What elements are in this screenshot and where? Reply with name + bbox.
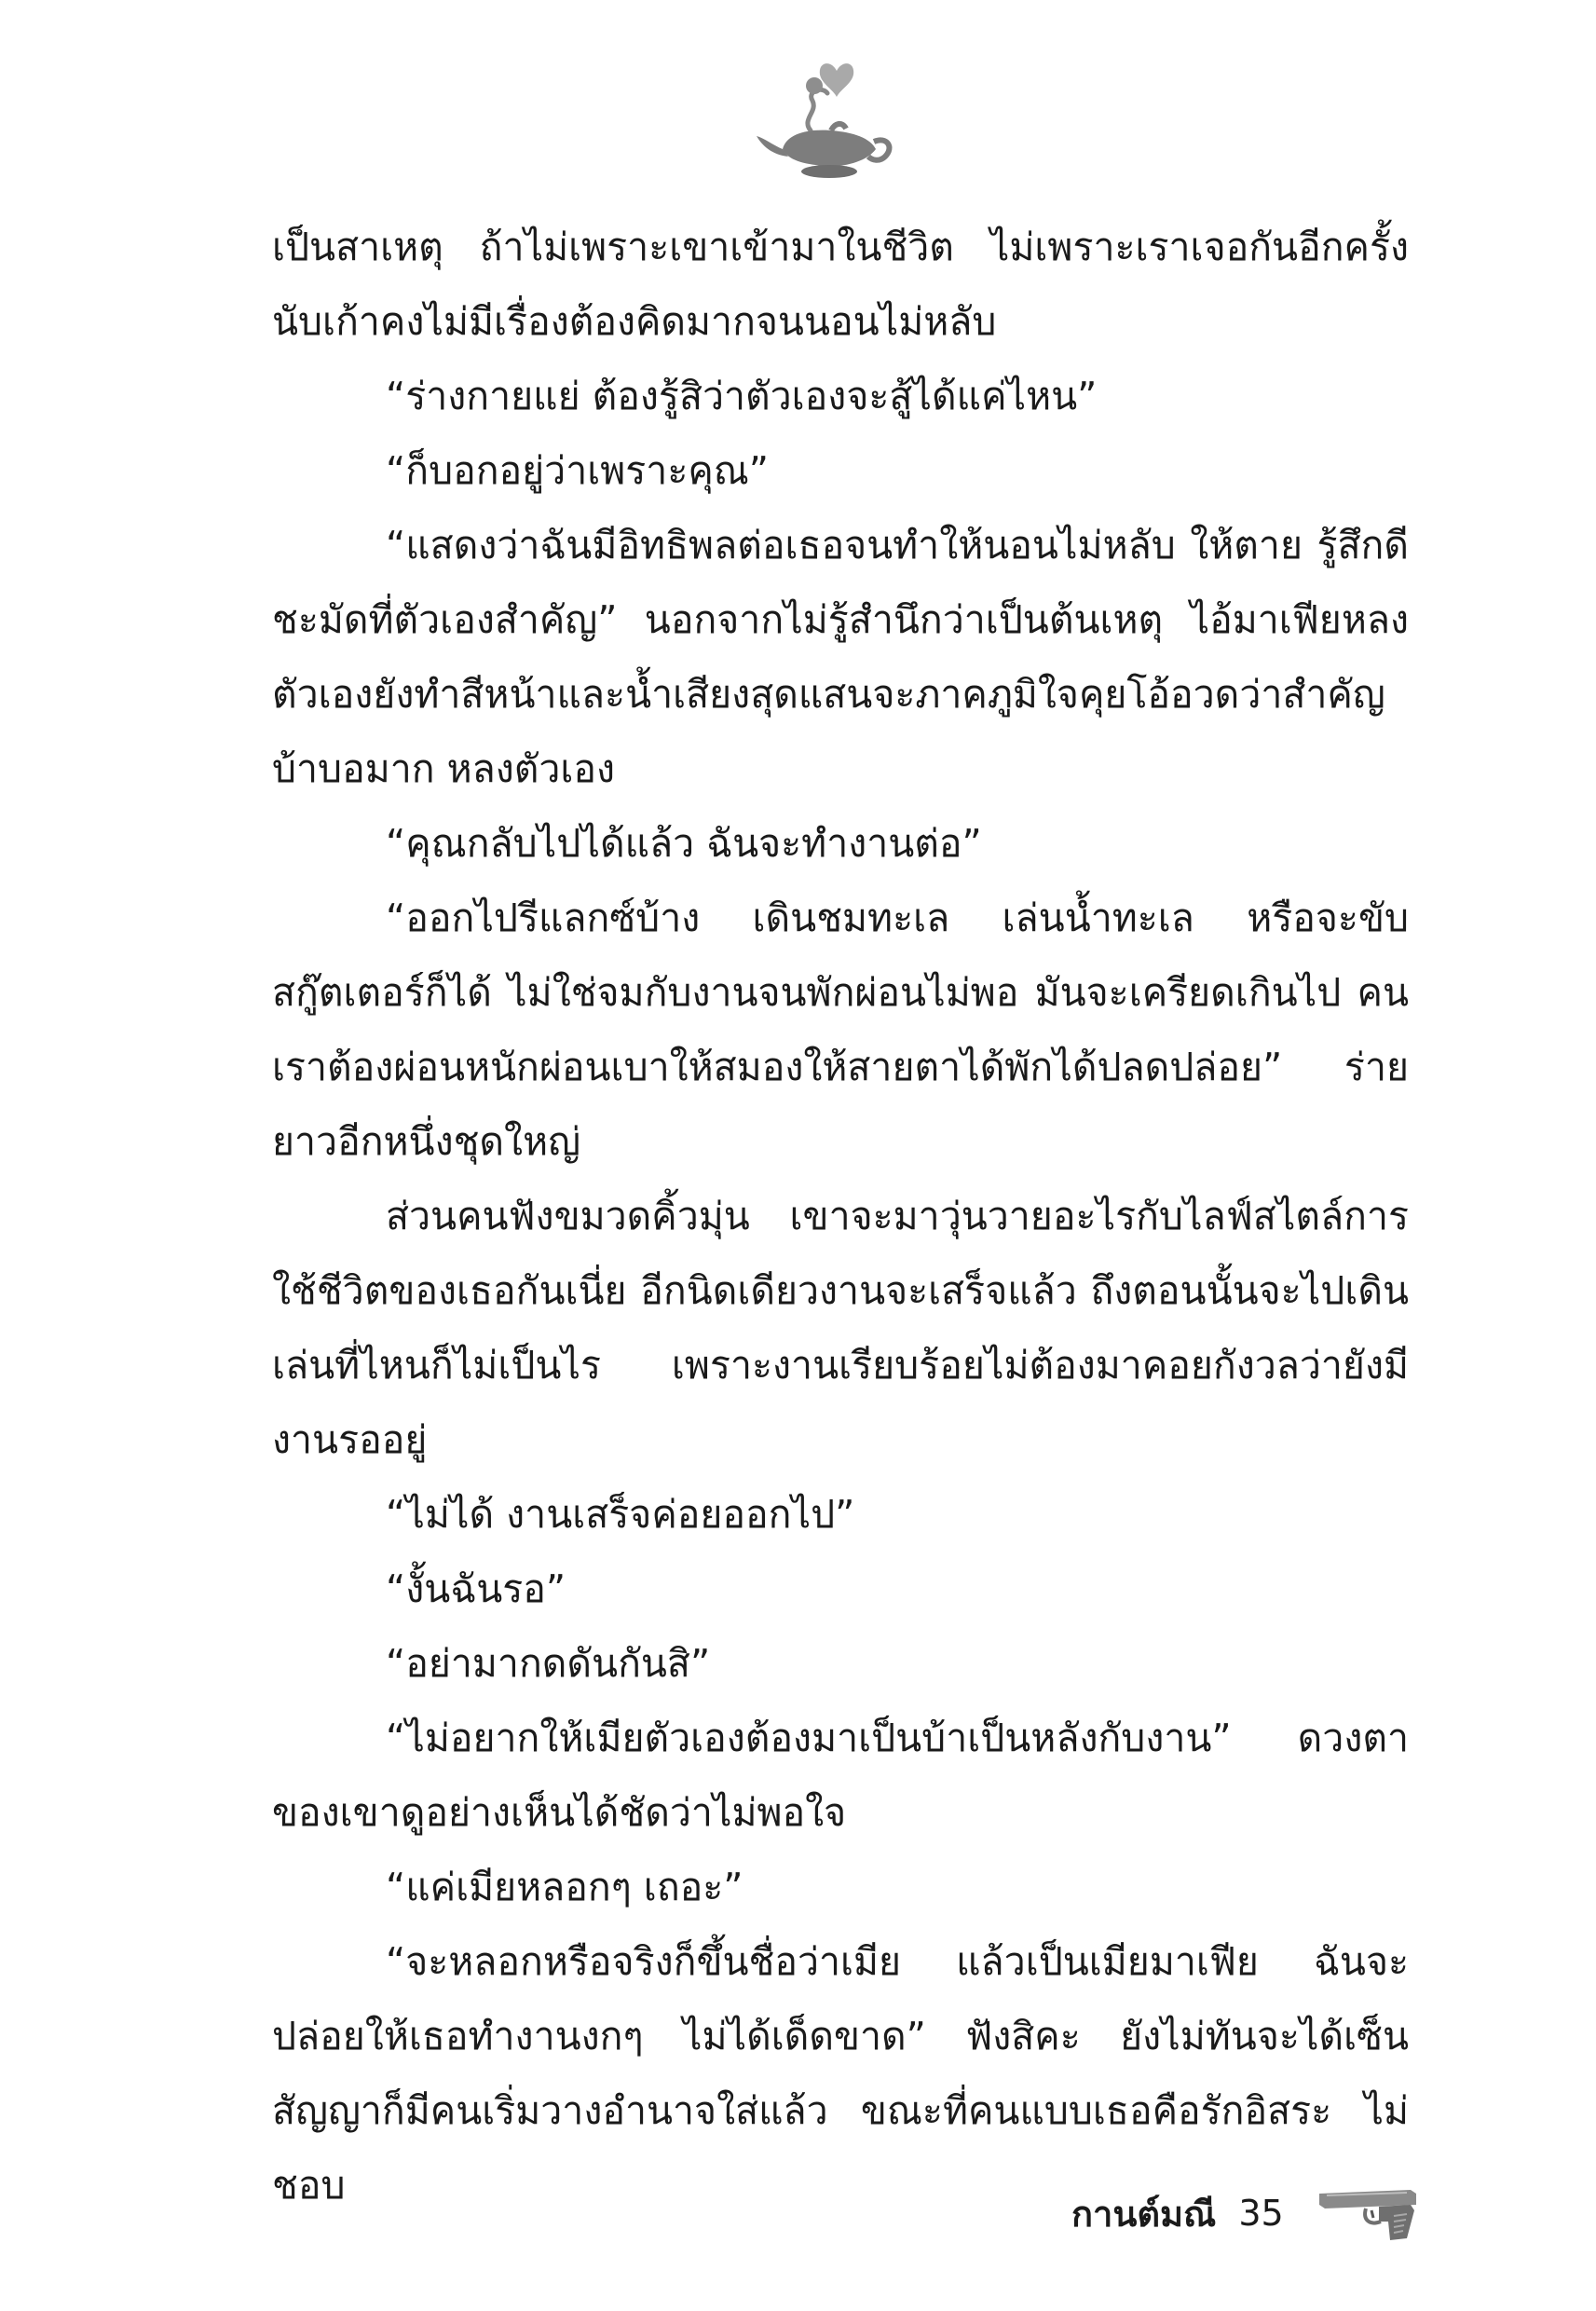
magic-lamp-icon xyxy=(745,45,904,185)
paragraph: “ออกไปรีแลกซ์บ้าง เดินชมทะเล เล่นน้ำทะเล หรือจะขับสกู๊ตเตอร์ก็ได้ ไม่ใช่จมกับงานจนพักผ่อนไม่พอ มันจะเครียดเกินไป คนเราต้องผ่อนหนักผ่อนเบาให้สมองให้สายตาได้พักได้ปลดปล่อย” ร่ายยาวอีกหนึ่งชุดใหญ่ xyxy=(272,896,1409,1164)
paragraph: “จะหลอกหรือจริงก็ขึ้นชื่อว่าเมีย แล้วเป็นเมียมาเฟีย ฉันจะปล่อยให้เธอทำงานงกๆ ไม่ได้เด็ดขาด” ฟังสิคะ ยังไม่ทันจะได้เซ็นสัญญาก็มีคนเริ่มวางอำนาจใส่แล้ว ขณะที่คนแบบเธอคือรักอิสระ ไม่ชอบ xyxy=(272,1939,1409,2208)
page-footer xyxy=(1071,2185,1425,2241)
pistol-icon xyxy=(1314,2184,1425,2242)
body-text xyxy=(272,210,1409,2222)
paragraph: “ไม่ได้ งานเสร็จค่อยออกไป” xyxy=(386,1492,855,1537)
paragraph: “ร่างกายแย่ ต้องรู้สิว่าตัวเองจะสู้ได้แค่ไหน” xyxy=(386,374,1098,418)
paragraph: “แสดงว่าฉันมีอิทธิพลต่อเธอจนทำให้นอนไม่หลับ ให้ตาย รู้สึกดีชะมัดที่ตัวเองสำคัญ” นอกจากไม่รู้สำนึกว่าเป็นต้นเหตุ ไอ้มาเฟียหลงตัวเองยังทำสีหน้าและน้ำเสียงสุดแสนจะภาคภูมิใจคุยโอ้อวดว่าสำคัญ บ้าบอมาก หลงตัวเอง xyxy=(272,523,1409,791)
paragraph: “ไม่อยากให้เมียตัวเองต้องมาเป็นบ้าเป็นหลังกับงาน” ดวงตาของเขาดูอย่างเห็นได้ชัดว่าไม่พอใจ xyxy=(272,1716,1409,1835)
author-name: กานต์มณี xyxy=(1071,2193,1217,2235)
paragraph: “งั้นฉันรอ” xyxy=(386,1566,566,1611)
paragraph: “อย่ามากดดันกันสิ” xyxy=(386,1641,711,1686)
paragraph: “แค่เมียหลอกๆ เถอะ” xyxy=(386,1865,743,1909)
paragraph: “คุณกลับไปได้แล้ว ฉันจะทำงานต่อ” xyxy=(386,821,982,866)
paragraph: “ก็บอกอยู่ว่าเพราะคุณ” xyxy=(386,448,770,493)
paragraph: ส่วนคนฟังขมวดคิ้วมุ่น เขาจะมาวุ่นวายอะไรกับไลฟ์สไตล์การใช้ชีวิตของเธอกันเนี่ย อีกนิดเดียวงานจะเสร็จแล้ว ถึงตอนนั้นจะไปเดินเล่นที่ไหนก็ไม่เป็นไร เพราะงานเรียบร้อยไม่ต้องมาคอยกังวลว่ายังมีงานรออยู่ xyxy=(272,1194,1409,1462)
page-number: 35 xyxy=(1238,2193,1284,2234)
paragraph: เป็นสาเหตุ ถ้าไม่เพราะเขาเข้ามาในชีวิต ไม่เพราะเราเจอกันอีกครั้ง นับเก้าคงไม่มีเรื่องต้องคิดมากจนนอนไม่หลับ xyxy=(272,225,1409,344)
